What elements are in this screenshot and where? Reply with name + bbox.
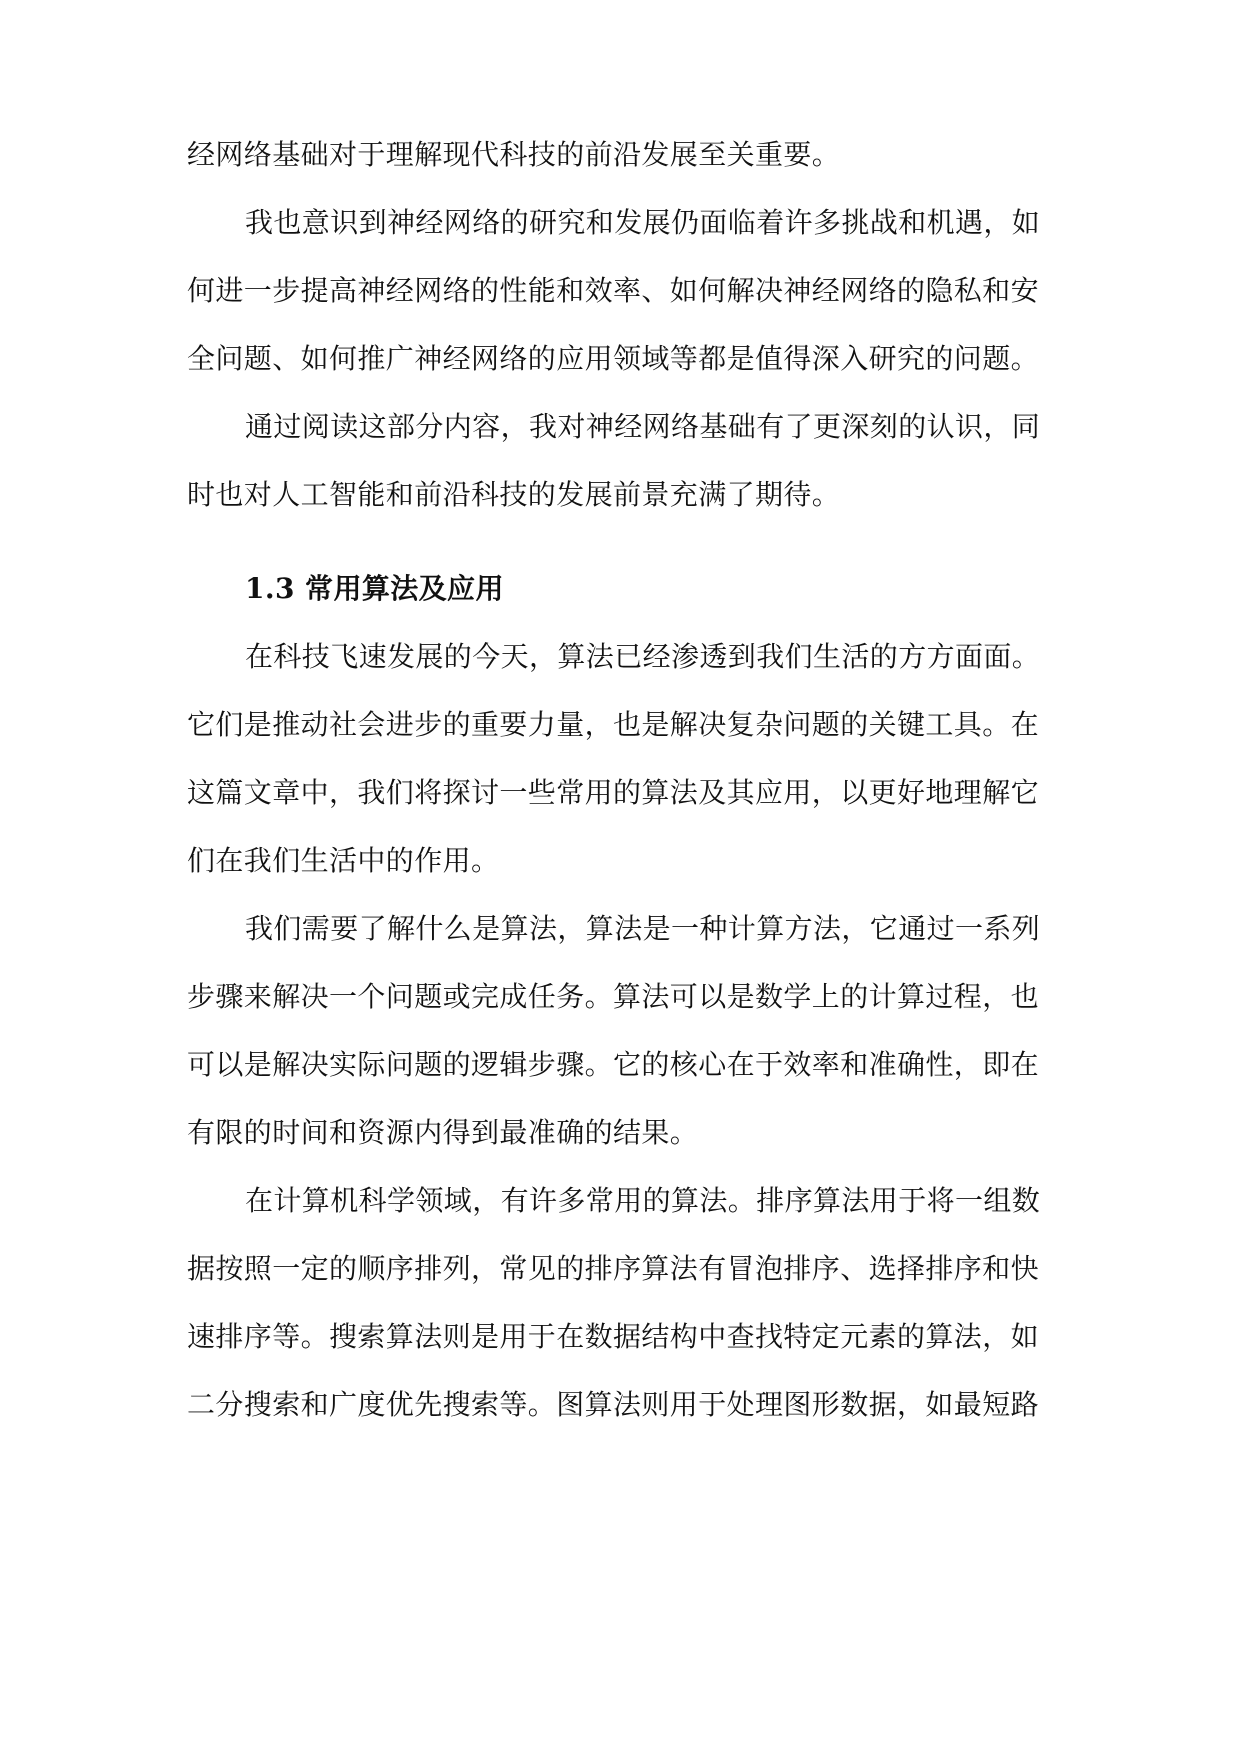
text-line: 我也意识到神经网络的研究和发展仍面临着许多挑战和机遇，如 <box>245 206 1041 239</box>
text-line: 经网络基础对于理解现代科技的前沿发展至关重要。 <box>187 138 841 171</box>
text-line: 们在我们生活中的作用。 <box>187 844 500 877</box>
text-line: 在科技飞速发展的今天，算法已经渗透到我们生活的方方面面。 <box>245 640 1041 673</box>
text-line: 可以是解决实际问题的逻辑步骤。它的核心在于效率和准确性，即在 <box>187 1048 1040 1081</box>
text-line: 步骤来解决一个问题或完成任务。算法可以是数学上的计算过程，也 <box>187 980 1040 1013</box>
text-line: 我们需要了解什么是算法，算法是一种计算方法，它通过一系列 <box>245 912 1041 945</box>
text-line: 在计算机科学领域，有许多常用的算法。排序算法用于将一组数 <box>245 1184 1041 1217</box>
text-line: 有限的时间和资源内得到最准确的结果。 <box>187 1116 699 1149</box>
text-line: 时也对人工智能和前沿科技的发展前景充满了期待。 <box>187 478 841 511</box>
section-heading: 1.3 常用算法及应用 <box>245 572 504 605</box>
text-line: 通过阅读这部分内容，我对神经网络基础有了更深刻的认识，同 <box>245 410 1041 443</box>
text-line: 全问题、如何推广神经网络的应用领域等都是值得深入研究的问题。 <box>187 342 1040 375</box>
text-line: 它们是推动社会进步的重要力量，也是解决复杂问题的关键工具。在 <box>187 708 1040 741</box>
text-line: 二分搜索和广度优先搜索等。图算法则用于处理图形数据，如最短路 <box>187 1388 1040 1421</box>
text-line: 这篇文章中，我们将探讨一些常用的算法及其应用，以更好地理解它 <box>187 776 1040 809</box>
text-line: 速排序等。搜索算法则是用于在数据结构中查找特定元素的算法，如 <box>187 1320 1040 1353</box>
text-line: 据按照一定的顺序排列，常见的排序算法有冒泡排序、选择排序和快 <box>187 1252 1040 1285</box>
text-line: 何进一步提高神经网络的性能和效率、如何解决神经网络的隐私和安 <box>187 274 1040 307</box>
